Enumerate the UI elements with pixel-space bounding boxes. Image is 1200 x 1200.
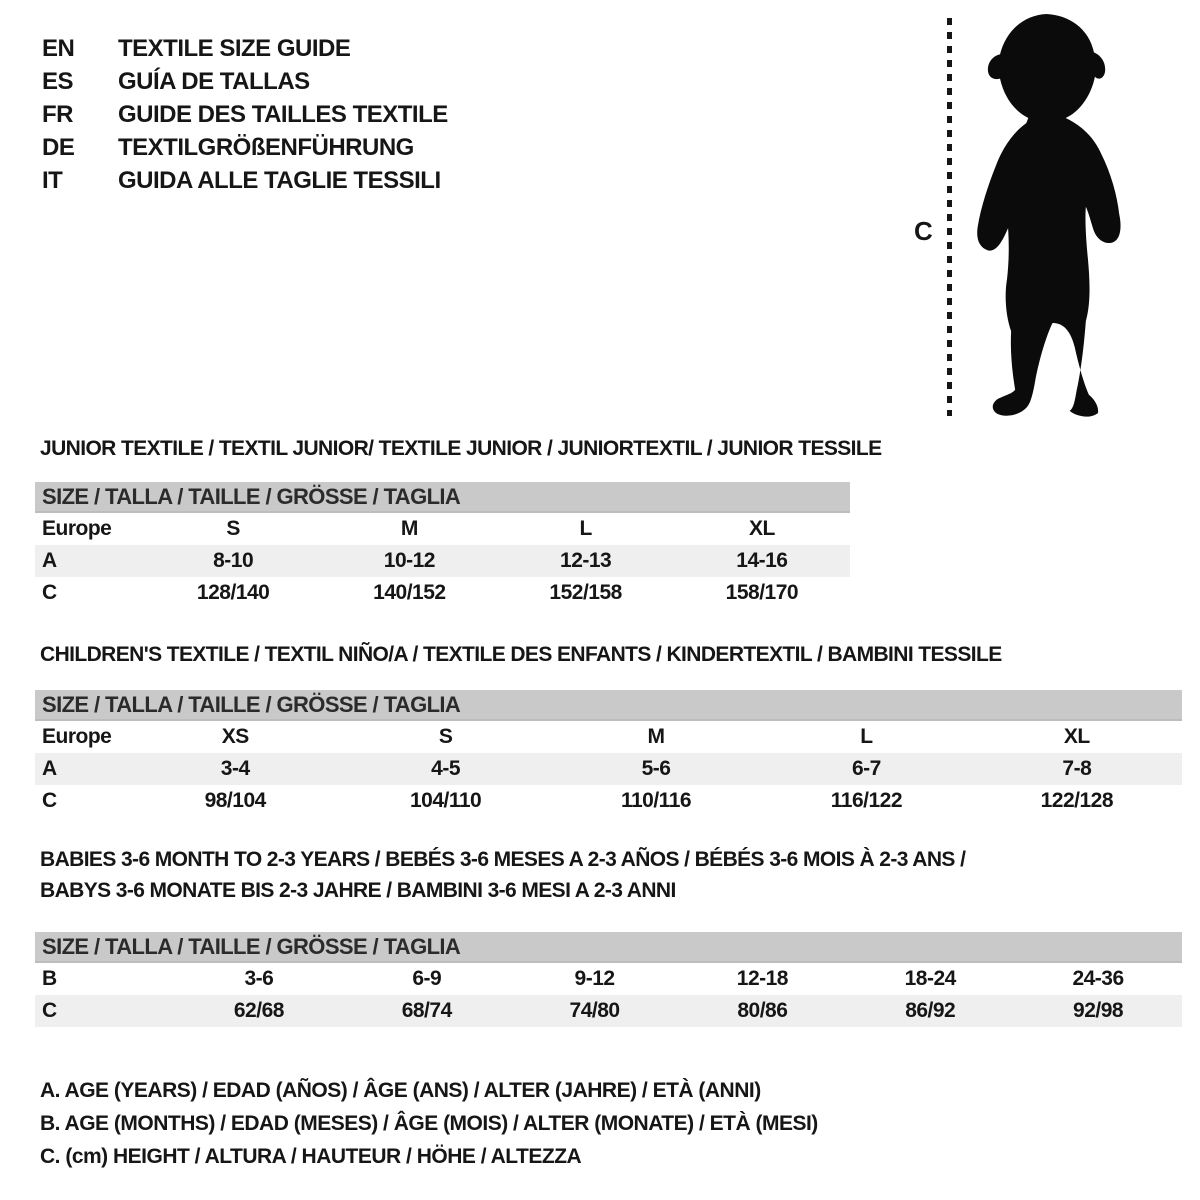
babies-section-title-line2: BABYS 3-6 MONATE BIS 2-3 JAHRE / BAMBINI 3-6 MESI A 2-3 ANNI xyxy=(40,879,676,902)
table-row-age-years xyxy=(35,545,850,577)
table-row-age-months xyxy=(35,963,1182,995)
table-cell: 4-5 xyxy=(431,757,461,780)
table-cell: 18-24 xyxy=(904,967,956,990)
language-row-en xyxy=(42,32,448,65)
language-code: IT xyxy=(42,167,63,194)
legend-age-months: B. AGE (MONTHS) / EDAD (MESES) / ÂGE (MOIS) / ALTER (MONATE) / ETÀ (MESI) xyxy=(40,1112,818,1135)
language-row-it xyxy=(42,164,448,197)
table-cell: 7-8 xyxy=(1062,757,1092,780)
junior-size-table xyxy=(35,482,850,609)
table-cell: 12-18 xyxy=(736,967,788,990)
language-row-fr xyxy=(42,98,448,131)
legend-age-years: A. AGE (YEARS) / EDAD (AÑOS) / ÂGE (ANS) / ALTER (JAHRE) / ETÀ (ANNI) xyxy=(40,1079,761,1102)
table-cell: 92/98 xyxy=(1073,999,1124,1022)
guide-title-fr: GUIDE DES TAILLES TEXTILE xyxy=(118,101,448,128)
height-measure-dashed-line xyxy=(947,18,952,416)
table-cell: M xyxy=(400,517,418,540)
language-code: EN xyxy=(42,35,75,62)
babies-section-title-line1: BABIES 3-6 MONTH TO 2-3 YEARS / BEBÉS 3-6 MESES A 2-3 AÑOS / BÉBÉS 3-6 MOIS À 2-3 ANS / xyxy=(40,848,966,871)
table-cell: 128/140 xyxy=(196,581,270,604)
table-cell: 10-12 xyxy=(383,549,435,572)
table-cell: 3-4 xyxy=(220,757,250,780)
table-cell: L xyxy=(579,517,592,540)
size-header-bar: SIZE / TALLA / TAILLE / GRÖSSE / TAGLIA xyxy=(35,932,1182,963)
language-row-es xyxy=(42,65,448,98)
table-cell: 6-7 xyxy=(851,757,881,780)
row-label-cell: B xyxy=(42,967,57,990)
row-label-cell: C xyxy=(42,789,57,812)
guide-title-it: GUIDA ALLE TAGLIE TESSILI xyxy=(118,167,441,194)
table-cell: 5-6 xyxy=(641,757,671,780)
height-measure-label: C xyxy=(914,216,933,246)
guide-title-en: TEXTILE SIZE GUIDE xyxy=(118,35,351,62)
table-cell: 68/74 xyxy=(401,999,452,1022)
table-row-height xyxy=(35,785,1182,817)
row-label-cell: A xyxy=(42,549,57,572)
table-cell: XS xyxy=(221,725,249,748)
table-row-age-years xyxy=(35,753,1182,785)
legend-height: C. (cm) HEIGHT / ALTURA / HAUTEUR / HÖHE / ALTEZZA xyxy=(40,1145,582,1168)
row-label-cell: C xyxy=(42,999,57,1022)
table-cell: 62/68 xyxy=(233,999,284,1022)
size-header-bar: SIZE / TALLA / TAILLE / GRÖSSE / TAGLIA xyxy=(35,690,1182,721)
table-cell: 9-12 xyxy=(574,967,615,990)
row-label-cell: Europe xyxy=(42,725,112,748)
table-cell: XL xyxy=(1063,725,1090,748)
language-code: DE xyxy=(42,134,75,161)
guide-title-es: GUÍA DE TALLAS xyxy=(118,68,310,95)
table-cell: 122/128 xyxy=(1040,789,1114,812)
table-cell: 152/158 xyxy=(549,581,622,604)
language-code: ES xyxy=(42,68,74,95)
size-header-bar: SIZE / TALLA / TAILLE / GRÖSSE / TAGLIA xyxy=(35,482,850,513)
table-cell: M xyxy=(647,725,665,748)
row-label-cell: A xyxy=(42,757,57,780)
junior-section-title: JUNIOR TEXTILE / TEXTIL JUNIOR/ TEXTILE JUNIOR / JUNIORTEXTIL / JUNIOR TESSILE xyxy=(40,437,882,460)
table-cell: 24-36 xyxy=(1072,967,1124,990)
table-cell: 158/170 xyxy=(725,581,799,604)
babies-size-table xyxy=(35,932,1182,1027)
children-size-table xyxy=(35,690,1182,817)
table-cell: 14-16 xyxy=(736,549,788,572)
table-cell: 8-10 xyxy=(213,549,254,572)
table-cell: S xyxy=(226,517,240,540)
table-cell: 86/92 xyxy=(905,999,956,1022)
table-cell: 110/116 xyxy=(620,789,692,812)
row-label-cell: C xyxy=(42,581,57,604)
table-cell: 104/110 xyxy=(409,789,482,812)
table-cell: 140/152 xyxy=(373,581,446,604)
table-cell: S xyxy=(438,725,453,748)
row-label-cell: Europe xyxy=(42,517,112,540)
table-cell: 80/86 xyxy=(737,999,788,1022)
table-cell: L xyxy=(860,725,873,748)
table-cell: 116/122 xyxy=(830,789,903,812)
table-cell: 6-9 xyxy=(412,967,442,990)
language-title-block xyxy=(42,32,448,197)
table-row-europe xyxy=(35,513,850,545)
guide-title-de: TEXTILGRÖßENFÜHRUNG xyxy=(118,134,414,161)
table-cell: 3-6 xyxy=(244,967,274,990)
table-row-europe xyxy=(35,721,1182,753)
language-code: FR xyxy=(42,101,73,128)
toddler-silhouette-icon xyxy=(962,14,1137,418)
table-row-height xyxy=(35,577,850,609)
language-row-de xyxy=(42,131,448,164)
children-section-title: CHILDREN'S TEXTILE / TEXTIL NIÑO/A / TEXTILE DES ENFANTS / KINDERTEXTIL / BAMBINI TESSILE xyxy=(40,643,1002,666)
table-cell: XL xyxy=(748,517,775,540)
table-cell: 74/80 xyxy=(569,999,620,1022)
table-cell: 98/104 xyxy=(204,789,266,812)
table-row-height xyxy=(35,995,1182,1027)
legend-block xyxy=(40,1074,818,1173)
table-cell: 12-13 xyxy=(560,549,612,572)
